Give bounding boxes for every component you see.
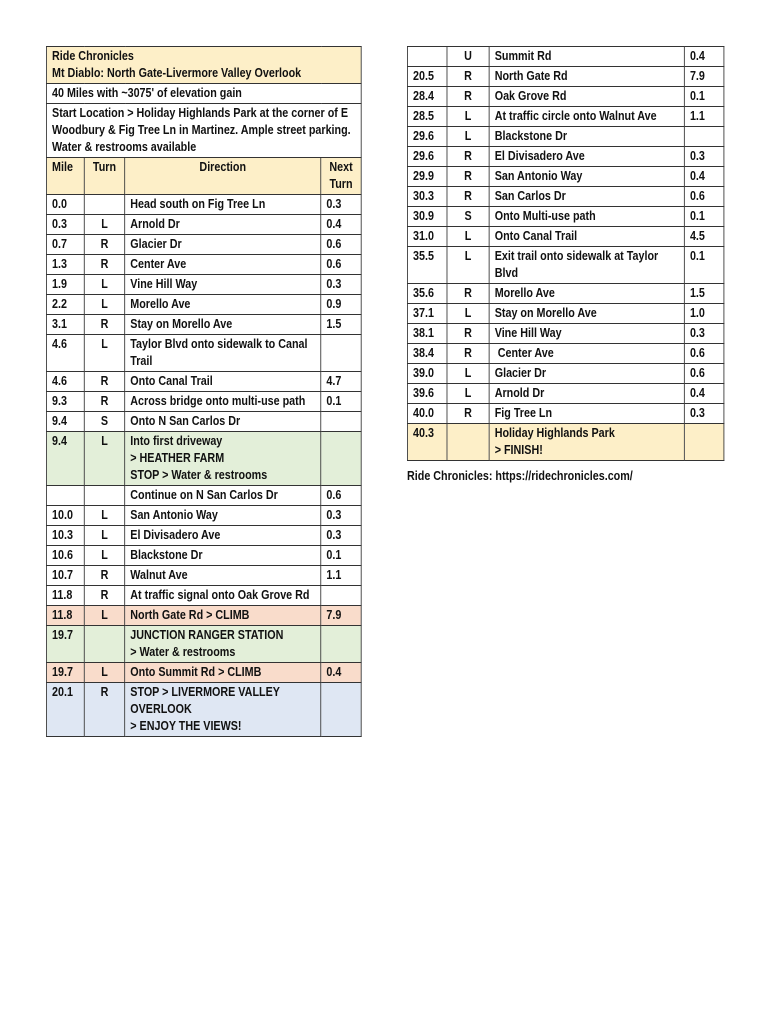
next-turn-cell: 1.5 bbox=[321, 315, 361, 335]
cue-row bbox=[407, 47, 723, 67]
turn-cell: R bbox=[84, 255, 124, 275]
direction-line: > Water & restrooms bbox=[130, 645, 236, 659]
direction-line: STOP > Water & restrooms bbox=[130, 468, 268, 482]
column-header-mile: Mile bbox=[46, 158, 84, 195]
turn-cell: L bbox=[447, 227, 489, 247]
direction-line: Arnold Dr bbox=[130, 217, 180, 231]
direction-line: At traffic signal onto Oak Grove Rd bbox=[130, 588, 310, 602]
next-turn-cell: 0.9 bbox=[321, 295, 361, 315]
direction-cell bbox=[125, 606, 321, 626]
turn-cell: L bbox=[84, 215, 124, 235]
cue-row bbox=[46, 372, 361, 392]
direction-line: Onto Canal Trail bbox=[494, 229, 578, 243]
cue-row bbox=[407, 147, 723, 167]
turn-cell: R bbox=[447, 187, 489, 207]
direction-line: STOP > LIVERMORE VALLEY OVERLOOK bbox=[130, 685, 283, 716]
cue-row bbox=[46, 663, 361, 683]
direction-line: Vine Hill Way bbox=[494, 326, 562, 340]
direction-line: Onto N San Carlos Dr bbox=[130, 414, 241, 428]
turn-cell: L bbox=[447, 364, 489, 384]
turn-cell: L bbox=[84, 335, 124, 372]
turn-cell: R bbox=[447, 87, 489, 107]
direction-cell bbox=[125, 215, 321, 235]
next-turn-cell bbox=[321, 412, 361, 432]
mile-cell: 28.5 bbox=[407, 107, 447, 127]
cue-row bbox=[407, 284, 723, 304]
cue-row bbox=[407, 207, 723, 227]
cue-row bbox=[46, 335, 361, 372]
turn-cell: L bbox=[447, 107, 489, 127]
next-turn-cell: 0.6 bbox=[684, 364, 724, 384]
next-turn-cell: 0.4 bbox=[684, 47, 724, 67]
cue-row bbox=[46, 255, 361, 275]
direction-line: > HEATHER FARM bbox=[130, 451, 225, 465]
turn-cell: R bbox=[447, 284, 489, 304]
turn-cell: L bbox=[447, 384, 489, 404]
direction-cell bbox=[489, 87, 684, 107]
mile-cell: 10.6 bbox=[46, 546, 84, 566]
direction-cell bbox=[489, 424, 684, 461]
left-cue-sheet bbox=[46, 46, 362, 737]
mile-cell: 38.4 bbox=[407, 344, 447, 364]
mile-cell: 39.0 bbox=[407, 364, 447, 384]
next-turn-cell: 0.4 bbox=[684, 167, 724, 187]
turn-cell: R bbox=[447, 344, 489, 364]
cue-row bbox=[46, 275, 361, 295]
next-turn-cell: 0.3 bbox=[684, 404, 724, 424]
next-turn-cell: 0.6 bbox=[684, 344, 724, 364]
direction-line: Glacier Dr bbox=[494, 366, 547, 380]
turn-cell: R bbox=[84, 392, 124, 412]
mile-cell: 4.6 bbox=[46, 372, 84, 392]
cue-row bbox=[46, 566, 361, 586]
cue-row bbox=[407, 304, 723, 324]
mile-cell: 19.7 bbox=[46, 663, 84, 683]
next-turn-cell: 0.3 bbox=[321, 526, 361, 546]
turn-cell: L bbox=[84, 506, 124, 526]
turn-cell: R bbox=[84, 372, 124, 392]
turn-cell: L bbox=[447, 127, 489, 147]
direction-cell bbox=[489, 404, 684, 424]
turn-cell bbox=[84, 486, 124, 506]
mile-cell: 30.3 bbox=[407, 187, 447, 207]
cue-row bbox=[46, 432, 361, 486]
direction-cell bbox=[489, 384, 684, 404]
cue-row bbox=[407, 87, 723, 107]
next-turn-cell: 0.6 bbox=[321, 235, 361, 255]
direction-cell bbox=[489, 127, 684, 147]
next-turn-cell bbox=[321, 432, 361, 486]
direction-line: North Gate Rd > CLIMB bbox=[130, 608, 250, 622]
title-block bbox=[46, 47, 361, 84]
turn-cell: R bbox=[447, 404, 489, 424]
direction-line: San Antonio Way bbox=[130, 508, 218, 522]
turn-cell bbox=[84, 626, 124, 663]
cue-row bbox=[46, 195, 361, 215]
direction-cell bbox=[125, 275, 321, 295]
next-turn-cell: 0.1 bbox=[684, 247, 724, 284]
direction-cell bbox=[125, 235, 321, 255]
direction-cell bbox=[489, 187, 684, 207]
turn-cell bbox=[447, 424, 489, 461]
turn-cell: L bbox=[84, 546, 124, 566]
page-title: Ride Chronicles bbox=[52, 49, 134, 63]
direction-line: San Antonio Way bbox=[494, 169, 583, 183]
mile-cell: 10.7 bbox=[46, 566, 84, 586]
next-turn-cell: 0.6 bbox=[684, 187, 724, 207]
turn-cell: L bbox=[84, 275, 124, 295]
cue-row bbox=[46, 235, 361, 255]
next-turn-cell: 1.1 bbox=[684, 107, 724, 127]
direction-cell bbox=[125, 335, 321, 372]
column-header-direction: Direction bbox=[125, 158, 321, 195]
mile-cell: 11.8 bbox=[46, 586, 84, 606]
direction-line: Taylor Blvd onto sidewalk to Canal Trail bbox=[130, 337, 311, 368]
direction-cell bbox=[125, 315, 321, 335]
direction-cell bbox=[489, 67, 684, 87]
direction-cell bbox=[125, 546, 321, 566]
turn-cell: R bbox=[447, 167, 489, 187]
mile-cell: 2.2 bbox=[46, 295, 84, 315]
cue-row bbox=[46, 412, 361, 432]
direction-line: > ENJOY THE VIEWS! bbox=[130, 719, 242, 733]
mile-cell: 10.3 bbox=[46, 526, 84, 546]
direction-cell bbox=[489, 284, 684, 304]
direction-cell bbox=[125, 195, 321, 215]
turn-cell bbox=[84, 195, 124, 215]
mile-cell: 1.9 bbox=[46, 275, 84, 295]
direction-line: Walnut Ave bbox=[130, 568, 188, 582]
cue-row bbox=[407, 384, 723, 404]
direction-line: Arnold Dr bbox=[494, 386, 545, 400]
direction-cell bbox=[125, 526, 321, 546]
cue-row bbox=[46, 626, 361, 663]
next-turn-cell bbox=[321, 626, 361, 663]
next-turn-cell: 1.5 bbox=[684, 284, 724, 304]
mile-cell: 9.4 bbox=[46, 412, 84, 432]
cue-row bbox=[46, 486, 361, 506]
direction-line: Glacier Dr bbox=[130, 237, 182, 251]
turn-cell: R bbox=[84, 586, 124, 606]
next-turn-cell: 0.3 bbox=[321, 195, 361, 215]
direction-line: Oak Grove Rd bbox=[494, 89, 567, 103]
turn-cell: R bbox=[84, 235, 124, 255]
direction-cell bbox=[125, 432, 321, 486]
mile-cell: 20.5 bbox=[407, 67, 447, 87]
next-turn-cell: 0.1 bbox=[321, 546, 361, 566]
direction-cell bbox=[489, 207, 684, 227]
direction-line: Across bridge onto multi-use path bbox=[130, 394, 306, 408]
mile-cell bbox=[46, 486, 84, 506]
next-turn-cell: 7.9 bbox=[684, 67, 724, 87]
cue-row bbox=[46, 526, 361, 546]
next-turn-cell: 0.3 bbox=[684, 324, 724, 344]
cue-row bbox=[46, 215, 361, 235]
direction-line: Onto Summit Rd > CLIMB bbox=[130, 665, 262, 679]
cue-row bbox=[407, 247, 723, 284]
cue-row bbox=[407, 404, 723, 424]
turn-cell: R bbox=[84, 566, 124, 586]
next-turn-cell: 0.4 bbox=[321, 215, 361, 235]
mile-cell: 40.0 bbox=[407, 404, 447, 424]
turn-cell: U bbox=[447, 47, 489, 67]
turn-cell: R bbox=[447, 147, 489, 167]
turn-cell: L bbox=[447, 304, 489, 324]
next-turn-cell bbox=[684, 424, 724, 461]
direction-cell bbox=[125, 295, 321, 315]
direction-line: Summit Rd bbox=[494, 49, 552, 63]
direction-cell bbox=[489, 47, 684, 67]
column-header-row bbox=[46, 158, 361, 195]
cue-row bbox=[407, 67, 723, 87]
mile-cell: 3.1 bbox=[46, 315, 84, 335]
direction-line: El Divisadero Ave bbox=[130, 528, 221, 542]
direction-line: Stay on Morello Ave bbox=[494, 306, 597, 320]
direction-line: JUNCTION RANGER STATION bbox=[130, 628, 284, 642]
next-turn-cell: 0.3 bbox=[321, 506, 361, 526]
next-turn-cell: 4.7 bbox=[321, 372, 361, 392]
direction-line: Continue on N San Carlos Dr bbox=[130, 488, 278, 502]
mile-cell: 10.0 bbox=[46, 506, 84, 526]
mile-cell: 9.4 bbox=[46, 432, 84, 486]
mile-cell: 29.6 bbox=[407, 127, 447, 147]
next-turn-cell: 0.1 bbox=[684, 207, 724, 227]
cue-row bbox=[407, 227, 723, 247]
direction-line: > FINISH! bbox=[494, 443, 543, 457]
cue-row bbox=[407, 424, 723, 461]
turn-cell: R bbox=[447, 324, 489, 344]
direction-line: Blackstone Dr bbox=[130, 548, 203, 562]
direction-cell bbox=[125, 663, 321, 683]
direction-line: Center Ave bbox=[130, 257, 187, 271]
mile-cell: 29.9 bbox=[407, 167, 447, 187]
mile-cell: 0.3 bbox=[46, 215, 84, 235]
mile-cell bbox=[407, 47, 447, 67]
direction-cell bbox=[125, 412, 321, 432]
direction-cell bbox=[125, 626, 321, 663]
cue-row bbox=[407, 167, 723, 187]
turn-cell: S bbox=[84, 412, 124, 432]
direction-line: El Divisadero Ave bbox=[494, 149, 585, 163]
direction-cell bbox=[489, 304, 684, 324]
direction-line: Head south on Fig Tree Ln bbox=[130, 197, 266, 211]
cue-row bbox=[46, 392, 361, 412]
mile-cell: 37.1 bbox=[407, 304, 447, 324]
column-header-next-turn: Next Turn bbox=[321, 158, 361, 195]
column-header-turn: Turn bbox=[84, 158, 124, 195]
direction-line: Vine Hill Way bbox=[130, 277, 198, 291]
direction-line: Holiday Highlands Park bbox=[494, 426, 615, 440]
next-turn-cell: 0.1 bbox=[684, 87, 724, 107]
next-turn-cell bbox=[684, 127, 724, 147]
direction-line: Fig Tree Ln bbox=[494, 406, 553, 420]
next-turn-cell: 0.3 bbox=[684, 147, 724, 167]
cue-row bbox=[46, 546, 361, 566]
direction-cell bbox=[125, 683, 321, 737]
next-turn-cell: 1.1 bbox=[321, 566, 361, 586]
direction-cell bbox=[489, 167, 684, 187]
direction-line: Morello Ave bbox=[130, 297, 191, 311]
next-turn-cell: 0.4 bbox=[684, 384, 724, 404]
turn-cell: L bbox=[84, 606, 124, 626]
direction-line: Onto Multi-use path bbox=[494, 209, 596, 223]
direction-line: Stay on Morello Ave bbox=[130, 317, 233, 331]
direction-cell bbox=[125, 566, 321, 586]
cue-row bbox=[407, 107, 723, 127]
direction-line: Morello Ave bbox=[494, 286, 555, 300]
turn-cell: R bbox=[84, 683, 124, 737]
next-turn-cell: 4.5 bbox=[684, 227, 724, 247]
mile-cell: 39.6 bbox=[407, 384, 447, 404]
turn-cell: L bbox=[447, 247, 489, 284]
mile-cell: 35.5 bbox=[407, 247, 447, 284]
direction-cell bbox=[125, 586, 321, 606]
mile-cell: 31.0 bbox=[407, 227, 447, 247]
next-turn-cell bbox=[321, 335, 361, 372]
next-turn-cell bbox=[321, 683, 361, 737]
turn-cell: L bbox=[84, 432, 124, 486]
next-turn-cell: 0.4 bbox=[321, 663, 361, 683]
mile-cell: 20.1 bbox=[46, 683, 84, 737]
direction-line: Exit trail onto sidewalk at Taylor Blvd bbox=[494, 249, 662, 280]
cue-row bbox=[46, 586, 361, 606]
direction-line: Into first driveway bbox=[130, 434, 223, 448]
direction-cell bbox=[489, 324, 684, 344]
direction-line: San Carlos Dr bbox=[494, 189, 566, 203]
cue-row bbox=[46, 606, 361, 626]
direction-cell bbox=[489, 147, 684, 167]
cue-row bbox=[407, 364, 723, 384]
turn-cell: R bbox=[84, 315, 124, 335]
turn-cell: R bbox=[447, 67, 489, 87]
next-turn-cell: 0.3 bbox=[321, 275, 361, 295]
direction-cell bbox=[125, 506, 321, 526]
direction-cell bbox=[489, 247, 684, 284]
direction-cell bbox=[125, 392, 321, 412]
direction-line: Blackstone Dr bbox=[494, 129, 568, 143]
cue-row bbox=[46, 506, 361, 526]
next-turn-cell: 0.6 bbox=[321, 486, 361, 506]
direction-line: Onto Canal Trail bbox=[130, 374, 213, 388]
mile-cell: 1.3 bbox=[46, 255, 84, 275]
cue-row bbox=[407, 187, 723, 207]
turn-cell: L bbox=[84, 295, 124, 315]
direction-line: North Gate Rd bbox=[494, 69, 568, 83]
direction-cell bbox=[489, 227, 684, 247]
ride-summary: 40 Miles with ~3075' of elevation gain bbox=[46, 84, 361, 104]
mile-cell: 9.3 bbox=[46, 392, 84, 412]
mile-cell: 4.6 bbox=[46, 335, 84, 372]
next-turn-cell bbox=[321, 586, 361, 606]
mile-cell: 30.9 bbox=[407, 207, 447, 227]
next-turn-cell: 1.0 bbox=[684, 304, 724, 324]
mile-cell: 35.6 bbox=[407, 284, 447, 304]
next-turn-cell: 7.9 bbox=[321, 606, 361, 626]
mile-cell: 0.7 bbox=[46, 235, 84, 255]
direction-cell bbox=[125, 255, 321, 275]
cue-row bbox=[46, 295, 361, 315]
start-location: Start Location > Holiday Highlands Park at the corner of E Woodbury & Fig Tree Ln in Martinez. Ample street parking. Water & restrooms available bbox=[46, 104, 361, 158]
direction-cell bbox=[489, 364, 684, 384]
mile-cell: 38.1 bbox=[407, 324, 447, 344]
direction-cell bbox=[489, 344, 684, 364]
next-turn-cell: 0.6 bbox=[321, 255, 361, 275]
mile-cell: 0.0 bbox=[46, 195, 84, 215]
turn-cell: S bbox=[447, 207, 489, 227]
direction-cell bbox=[489, 107, 684, 127]
mile-cell: 28.4 bbox=[407, 87, 447, 107]
turn-cell: L bbox=[84, 663, 124, 683]
mile-cell: 29.6 bbox=[407, 147, 447, 167]
direction-cell bbox=[125, 486, 321, 506]
mile-cell: 19.7 bbox=[46, 626, 84, 663]
right-cue-sheet bbox=[407, 46, 724, 461]
direction-cell bbox=[125, 372, 321, 392]
mile-cell: 11.8 bbox=[46, 606, 84, 626]
direction-line: Center Ave bbox=[494, 346, 554, 360]
direction-line: At traffic circle onto Walnut Ave bbox=[494, 109, 657, 123]
cue-row bbox=[46, 315, 361, 335]
cue-row bbox=[407, 324, 723, 344]
cue-row bbox=[46, 683, 361, 737]
route-name: Mt Diablo: North Gate-Livermore Valley Overlook bbox=[52, 66, 302, 80]
website-link[interactable]: Ride Chronicles: https://ridechronicles.com/ bbox=[407, 469, 633, 483]
cue-row bbox=[407, 344, 723, 364]
mile-cell: 40.3 bbox=[407, 424, 447, 461]
turn-cell: L bbox=[84, 526, 124, 546]
next-turn-cell: 0.1 bbox=[321, 392, 361, 412]
cue-row bbox=[407, 127, 723, 147]
